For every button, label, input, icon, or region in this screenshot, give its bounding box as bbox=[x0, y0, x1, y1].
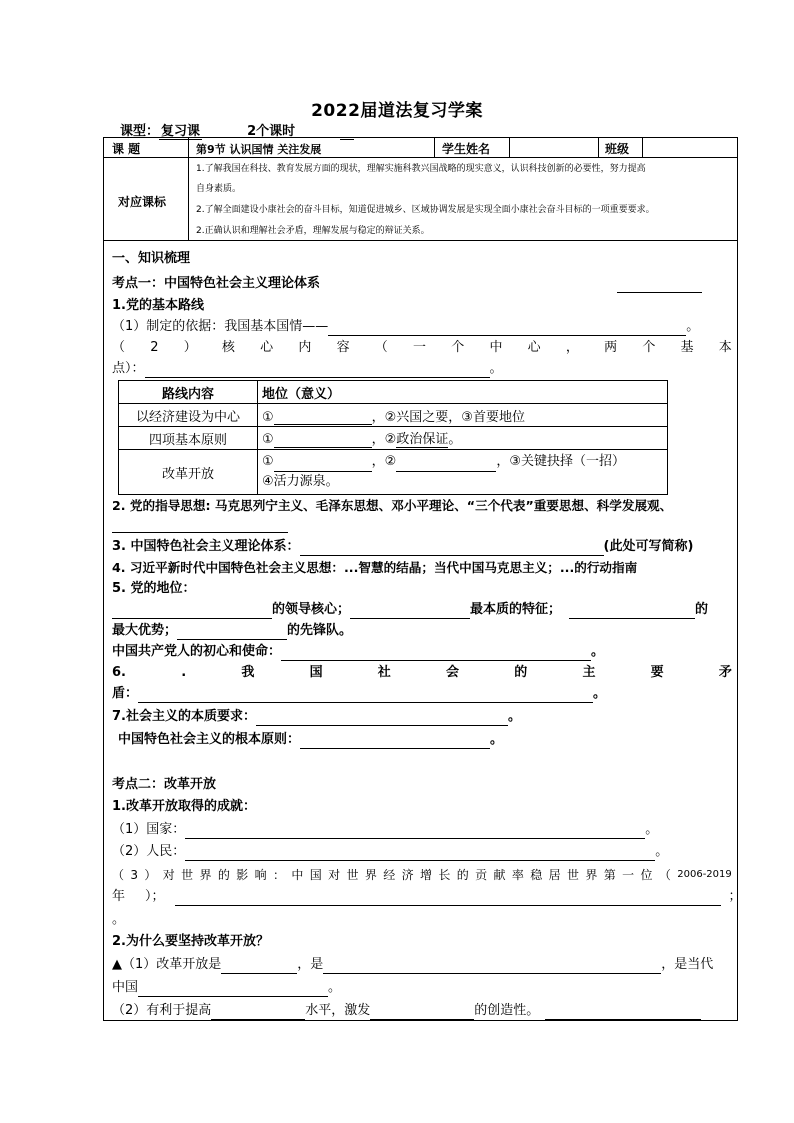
answer-blank[interactable] bbox=[177, 625, 287, 640]
kp1-blank bbox=[617, 278, 702, 293]
section-heading: 一、知识梳理 bbox=[112, 251, 191, 266]
s2-q2-1a: ▲（1）改革开放是 bbox=[112, 957, 222, 972]
q1-2-char: ， bbox=[565, 340, 579, 355]
period: 。 bbox=[490, 732, 504, 747]
s2-q1-3-char: 长 bbox=[438, 868, 451, 882]
q6-char: 要 bbox=[650, 665, 664, 680]
q1-2-char: ） bbox=[183, 340, 197, 355]
s2-q2-2b: 水平，激发 bbox=[305, 1003, 371, 1018]
answer-blank[interactable] bbox=[274, 457, 372, 472]
q2-text: 2. 党的指导思想: 马克思列宁主义、毛泽东思想、邓小平理论、“三个代表”重要思想、科学发展观、 bbox=[112, 498, 673, 513]
s2-q1-3-char: 贡 bbox=[475, 868, 488, 882]
q6-char: 矛 bbox=[718, 665, 732, 680]
q3-line bbox=[112, 538, 693, 556]
table-header-cell: 地位（意义） bbox=[258, 381, 668, 404]
q1-1-line bbox=[112, 318, 699, 336]
answer-blank[interactable] bbox=[175, 891, 721, 906]
q5-line2 bbox=[112, 622, 352, 640]
answer-blank[interactable] bbox=[185, 824, 645, 839]
s2-q2-2a: （2）有利于提高 bbox=[112, 1003, 212, 1018]
table-header-row bbox=[119, 381, 668, 404]
s2-q1-2-line bbox=[112, 843, 668, 861]
table-cell bbox=[258, 427, 668, 450]
marker: ① bbox=[262, 432, 274, 447]
lesson-hours: 2个课时 bbox=[247, 124, 296, 139]
col-divider bbox=[434, 137, 435, 157]
s2-q2-heading: 2.为什么要坚持改革开放？ bbox=[112, 934, 269, 949]
s2-q1-3-tail: ）； bbox=[145, 889, 165, 904]
s2-q1-3-char: 位 bbox=[640, 868, 653, 882]
q1-2-char: 内 bbox=[298, 340, 312, 355]
q1-2-char: 心 bbox=[527, 340, 541, 355]
period: 。 bbox=[591, 644, 605, 659]
row-divider bbox=[103, 240, 738, 241]
s2-q1-3-char: 率 bbox=[511, 868, 524, 882]
kp1-heading: 考点一：中国特色社会主义理论体系 bbox=[112, 276, 321, 291]
q6-line bbox=[112, 664, 732, 682]
q7-text: 7.社会主义的本质要求： bbox=[112, 709, 256, 724]
q3-text: 3. 中国特色社会主义理论体系： bbox=[112, 539, 300, 554]
q5-a: 的领导核心； bbox=[272, 602, 351, 617]
s2-q2-2-line bbox=[112, 1002, 701, 1020]
answer-blank[interactable] bbox=[221, 959, 297, 974]
answer-blank[interactable] bbox=[112, 518, 288, 533]
answer-blank[interactable] bbox=[274, 410, 372, 425]
s2-q2-1b: ，是 bbox=[297, 957, 324, 972]
q5-heading: 5. 党的地位： bbox=[112, 581, 196, 596]
col-divider bbox=[188, 137, 189, 240]
answer-blank[interactable] bbox=[569, 604, 695, 619]
table-row bbox=[119, 404, 668, 427]
s2-q1-3-char: 2006-2019 bbox=[677, 869, 732, 880]
s2-q1-3-char: 界 bbox=[585, 868, 598, 882]
q4-text: 4. 习近平新时代中国特色社会主义思想：...智慧的结晶；当代中国马克思主义；...的行动指南 bbox=[112, 560, 638, 575]
q1-2-char: 个 bbox=[642, 340, 656, 355]
s2-q1-heading: 1.改革开放取得的成就： bbox=[112, 799, 256, 814]
s2-q1-3-period: 。 bbox=[112, 912, 126, 927]
q1-2-char: （ bbox=[374, 340, 388, 355]
q1-2-char: 一 bbox=[413, 340, 427, 355]
q5-d: 最大优势； bbox=[112, 623, 178, 638]
q5-b: 最本质的特征； bbox=[470, 602, 562, 617]
q7b-text: 中国特色社会主义的根本原则： bbox=[118, 732, 301, 747]
s2-q1-3-char: 济 bbox=[401, 868, 414, 882]
page-title: 2022届道法复习学案 bbox=[311, 101, 483, 121]
answer-blank[interactable] bbox=[145, 363, 490, 378]
answer-blank[interactable] bbox=[396, 457, 496, 472]
q6-tail-line bbox=[112, 685, 606, 703]
cell-text-underlined: 政治保证 bbox=[396, 432, 449, 447]
answer-blank[interactable] bbox=[138, 688, 593, 703]
q6-char: 的 bbox=[514, 665, 528, 680]
s2-q1-3-line bbox=[112, 866, 732, 884]
s2-q1-3-char: 的 bbox=[217, 868, 230, 882]
cell-text: ，② bbox=[371, 454, 397, 469]
answer-blank[interactable] bbox=[350, 604, 470, 619]
q3-tail: (此处可写简称) bbox=[603, 539, 694, 554]
s2-q1-3-char: 一 bbox=[622, 868, 635, 882]
table-header-cell: 路线内容 bbox=[119, 381, 258, 404]
s2-q1-3-tail-line bbox=[112, 888, 742, 906]
table-row bbox=[119, 427, 668, 450]
answer-blank[interactable] bbox=[274, 433, 372, 448]
answer-blank[interactable] bbox=[112, 604, 272, 619]
answer-blank[interactable] bbox=[211, 1005, 305, 1020]
s2-q1-3-char: 经 bbox=[383, 868, 396, 882]
s2-q1-1-text: （1）国家： bbox=[112, 822, 186, 837]
answer-blank[interactable] bbox=[370, 1005, 474, 1020]
student-name-label: 学生姓名 bbox=[442, 142, 491, 156]
answer-blank[interactable] bbox=[300, 734, 490, 749]
period: 。 bbox=[593, 686, 607, 701]
answer-blank[interactable] bbox=[281, 646, 591, 661]
s2-q1-3-char: 界 bbox=[364, 868, 377, 882]
q7-line bbox=[112, 708, 521, 726]
q1-2-char: 中 bbox=[489, 340, 503, 355]
q1-2-char: 2 bbox=[150, 340, 159, 355]
s2-q2-1c: ，是当代 bbox=[661, 957, 714, 972]
col-divider bbox=[509, 137, 510, 157]
s2-q1-1-line bbox=[112, 821, 658, 839]
q5-f: 中国共产党人的初心和使命： bbox=[112, 644, 282, 659]
s2-q1-3-char: 中 bbox=[291, 868, 304, 882]
period: 。 bbox=[489, 361, 503, 376]
answer-blank[interactable] bbox=[545, 1005, 701, 1020]
cell-text: ，③关键抉择（一招） bbox=[496, 454, 625, 469]
s2-q1-3-char: 世 bbox=[346, 868, 359, 882]
q1-2-char: 心 bbox=[260, 340, 274, 355]
q1-heading: 1.党的基本路线 bbox=[112, 298, 204, 313]
topic-value: 第9节 认识国情 关注发展 bbox=[196, 143, 322, 156]
period: 。 bbox=[507, 709, 521, 724]
q1-2-char: 核 bbox=[221, 340, 235, 355]
answer-blank[interactable] bbox=[138, 982, 328, 997]
answer-blank[interactable] bbox=[328, 321, 686, 336]
standard-item: 自身素质。 bbox=[196, 184, 242, 194]
s2-q1-3-char: 界 bbox=[199, 868, 212, 882]
s2-q1-3-char: 献 bbox=[493, 868, 506, 882]
q1-2-char: 两 bbox=[604, 340, 618, 355]
s2-q1-3-char: （ bbox=[112, 868, 125, 882]
q5-line3 bbox=[112, 643, 604, 661]
q1-2-tail-line bbox=[112, 360, 503, 378]
route-table bbox=[118, 380, 668, 495]
s2-q1-3-char: 世 bbox=[567, 868, 580, 882]
q1-1-text: （1）制定的依据：我国基本国情—— bbox=[112, 319, 329, 334]
period: 。 bbox=[686, 319, 700, 334]
q1-2-char: 容 bbox=[336, 340, 350, 355]
class-label: 班级 bbox=[605, 142, 630, 156]
s2-q2-1-line bbox=[112, 956, 713, 974]
s2-q1-3-char: 稳 bbox=[530, 868, 543, 882]
q7b-line bbox=[118, 731, 503, 749]
answer-blank[interactable] bbox=[323, 959, 661, 974]
s2-q1-3-tail: 年 bbox=[112, 889, 126, 904]
answer-blank[interactable] bbox=[256, 711, 508, 726]
period: 。 bbox=[448, 432, 462, 447]
period: 。 bbox=[645, 822, 659, 837]
lesson-type-value: 复习课 bbox=[161, 124, 201, 139]
q6-char: 国 bbox=[309, 665, 323, 680]
standard-item: 2.正确认识和理解社会矛盾，理解发展与稳定的辩证关系。 bbox=[196, 226, 430, 236]
q1-2-char: 基 bbox=[680, 340, 694, 355]
kp2-heading: 考点二：改革开放 bbox=[112, 777, 217, 792]
cell-text: ④活力源泉。 bbox=[262, 474, 339, 489]
q1-2-char: （ bbox=[112, 340, 126, 355]
col-divider bbox=[598, 137, 599, 157]
marker: ① bbox=[262, 454, 274, 469]
s2-q1-3-char: ） bbox=[144, 868, 157, 882]
s2-q1-3-char: 居 bbox=[548, 868, 561, 882]
period: 。 bbox=[655, 844, 669, 859]
q1-2-char: 本 bbox=[718, 340, 732, 355]
s2-q1-2-text: （2）人民： bbox=[112, 844, 186, 859]
standard-item: 2.了解全面建设小康社会的奋斗目标，知道促进城乡、区域协调发展是实现全面小康社会奋斗目标的一项重要要求。 bbox=[196, 205, 655, 215]
standards-label: 对应课标 bbox=[118, 195, 167, 209]
marker: ① bbox=[262, 409, 274, 425]
s2-q2-1d: 中国 bbox=[112, 980, 139, 995]
q1-2-char: 个 bbox=[451, 340, 465, 355]
col-divider bbox=[642, 137, 643, 157]
s2-q1-3-end: ； bbox=[728, 889, 742, 904]
table-cell: 以经济建设为中心 bbox=[119, 404, 258, 427]
s2-q1-3-char: 的 bbox=[456, 868, 469, 882]
q5-line1 bbox=[112, 601, 708, 619]
standard-item: 1.了解我国在科技、教育发展方面的现状，理解实施科教兴国战略的现实意义，认识科技创新的必要性，努力提高 bbox=[196, 164, 646, 174]
q6-char: 我 bbox=[241, 665, 255, 680]
q6-char: 社 bbox=[377, 665, 391, 680]
s2-q1-3-char: 影 bbox=[236, 868, 249, 882]
s2-q1-3-char: 对 bbox=[162, 868, 175, 882]
q6-char: 主 bbox=[582, 665, 596, 680]
topic-label: 课 题 bbox=[112, 142, 141, 156]
s2-q2-1-cont bbox=[112, 979, 341, 997]
cell-text: ，② bbox=[371, 432, 397, 447]
answer-blank[interactable] bbox=[185, 846, 655, 861]
s2-q1-3-char: （ bbox=[658, 868, 671, 882]
table-row bbox=[119, 450, 668, 495]
q6-tail: 盾： bbox=[112, 686, 139, 701]
q5-e: 的先锋队。 bbox=[287, 623, 353, 638]
row-divider bbox=[103, 157, 738, 158]
lesson-type-label: 课型： bbox=[120, 124, 160, 139]
answer-blank[interactable] bbox=[300, 541, 604, 556]
table-cell bbox=[258, 404, 668, 427]
q5-c: 的 bbox=[695, 602, 709, 617]
table-cell: 改革开放 bbox=[119, 450, 258, 495]
s2-q1-3-char: 国 bbox=[309, 868, 322, 882]
period: 。 bbox=[328, 980, 342, 995]
cell-text: ，②兴国之要，③首要地位 bbox=[371, 409, 525, 425]
q6-char: 6. bbox=[112, 665, 126, 680]
q1-2-line bbox=[112, 339, 732, 357]
s2-q1-3-char: ： bbox=[273, 868, 286, 882]
q6-char: 会 bbox=[446, 665, 460, 680]
q6-char: . bbox=[181, 665, 187, 680]
s2-q1-3-char: 第 bbox=[603, 868, 616, 882]
table-cell bbox=[258, 450, 668, 495]
s2-q1-3-char: 对 bbox=[328, 868, 341, 882]
s2-q2-2c: 的创造性。 bbox=[474, 1003, 540, 1018]
s2-q1-3-char: 3 bbox=[130, 868, 139, 882]
table-cell: 四项基本原则 bbox=[119, 427, 258, 450]
s2-q1-3-char: 世 bbox=[181, 868, 194, 882]
s2-q1-3-char: 响 bbox=[254, 868, 267, 882]
q1-2-tail: 点）： bbox=[112, 361, 145, 376]
s2-q1-3-char: 增 bbox=[420, 868, 433, 882]
